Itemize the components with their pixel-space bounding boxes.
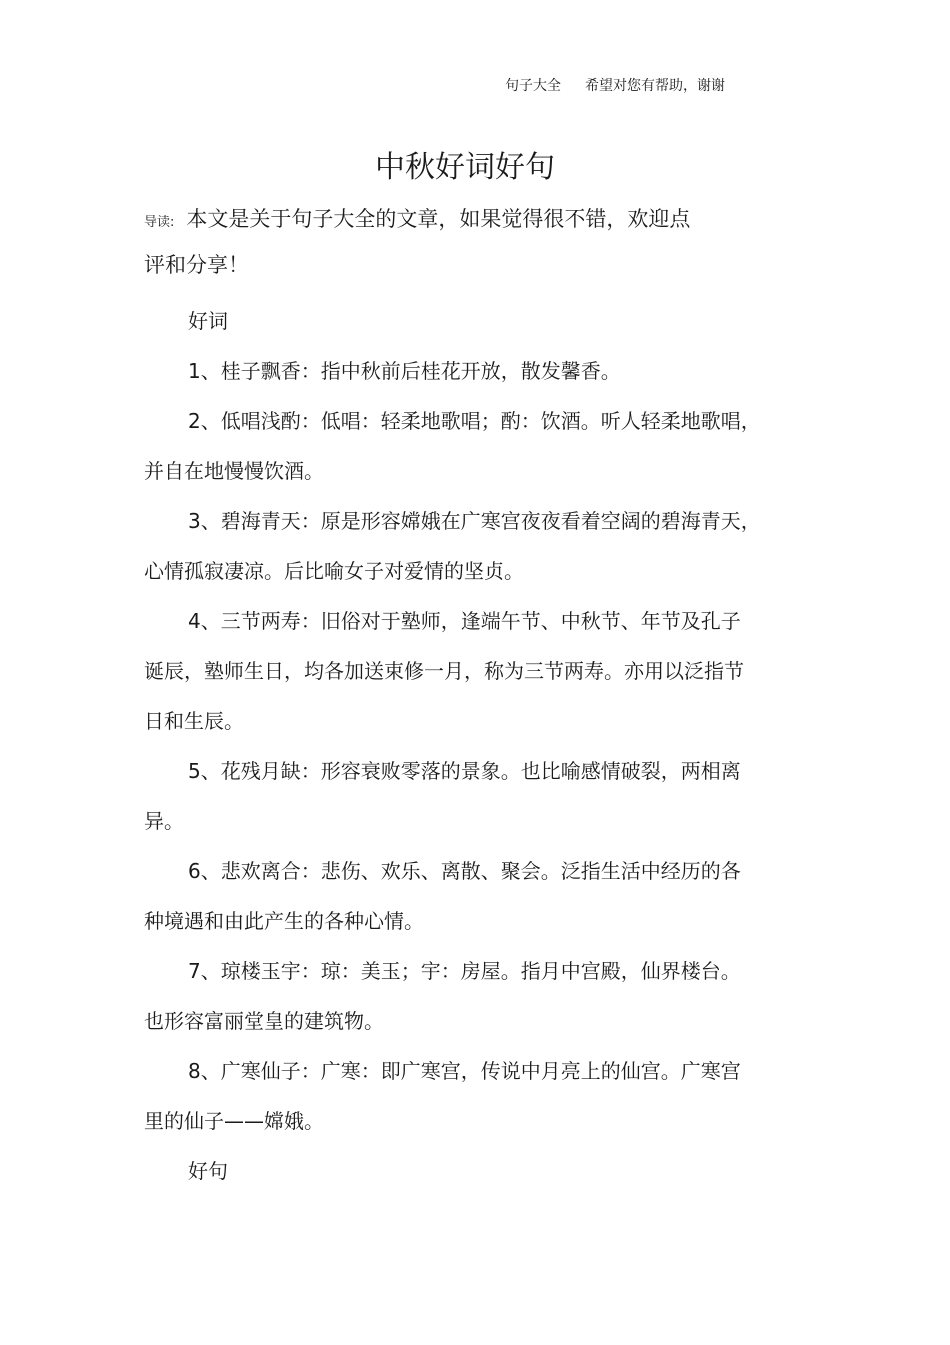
header-thanks: 希望对您有帮助，谢谢: [585, 78, 725, 94]
entry-4: [144, 596, 804, 746]
entry-1-line-1: 1、桂子飘香：指中秋前后桂花开放，散发馨香。: [188, 359, 621, 383]
entry-8-line-1: 8、广寒仙子：广寒：即广寒宫，传说中月亮上的仙宫。广寒宫: [188, 1059, 741, 1083]
entry-2-line-2: 并自在地慢慢饮酒。: [144, 459, 324, 483]
entry-1: [144, 346, 804, 396]
entry-2-line-1: 2、低唱浅酌：低唱：轻柔地歌唱；酌：饮酒。听人轻柔地歌唱，: [188, 409, 761, 433]
entry-7-line-2: 也形容富丽堂皇的建筑物。: [144, 1009, 384, 1033]
article-body: [144, 296, 804, 1196]
entry-5: [144, 746, 804, 846]
entry-2: [144, 396, 804, 496]
entry-7: [144, 946, 804, 1046]
intro-line-1: [144, 196, 784, 242]
page-title: 中秋好词好句: [375, 150, 555, 185]
intro-block: [144, 196, 784, 288]
entry-4-line-3: 日和生辰。: [144, 709, 244, 733]
entry-4-line-2: 诞辰，塾师生日，均各加送束修一月，称为三节两寿。亦用以泛指节: [144, 659, 744, 683]
entry-5-line-2: 异。: [144, 809, 184, 833]
entry-5-line-1: 5、花残月缺：形容衰败零落的景象。也比喻感情破裂，两相离: [188, 759, 741, 783]
header-site-name: 句子大全: [505, 78, 561, 94]
entry-3: [144, 496, 804, 596]
entry-6-line-2: 种境遇和由此产生的各种心情。: [144, 909, 424, 933]
intro-text-1: 本文是关于句子大全的文章，如果觉得很不错，欢迎点: [186, 207, 691, 231]
entry-8: [144, 1046, 804, 1146]
entry-4-line-1: 4、三节两寿：旧俗对于塾师，逢端午节、中秋节、年节及孔子: [188, 609, 741, 633]
intro-lead-label: 导读:: [144, 215, 175, 230]
entry-3-line-1: 3、碧海青天：原是形容嫦娥在广寒宫夜夜看着空阔的碧海青天，: [188, 509, 761, 533]
entry-3-line-2: 心情孤寂凄凉。后比喻女子对爱情的坚贞。: [144, 559, 524, 583]
section-heading-sentences: 好句: [188, 1159, 228, 1183]
intro-line-2: 评和分享！: [144, 253, 249, 277]
entry-7-line-1: 7、琼楼玉宇：琼：美玉；宇：房屋。指月中宫殿，仙界楼台。: [188, 959, 741, 983]
section-heading-words: 好词: [188, 309, 228, 333]
entry-8-line-2: 里的仙子——嫦娥。: [144, 1109, 324, 1133]
entry-6: [144, 846, 804, 946]
entry-6-line-1: 6、悲欢离合：悲伤、欢乐、离散、聚会。泛指生活中经历的各: [188, 859, 741, 883]
page-header: [505, 75, 725, 95]
